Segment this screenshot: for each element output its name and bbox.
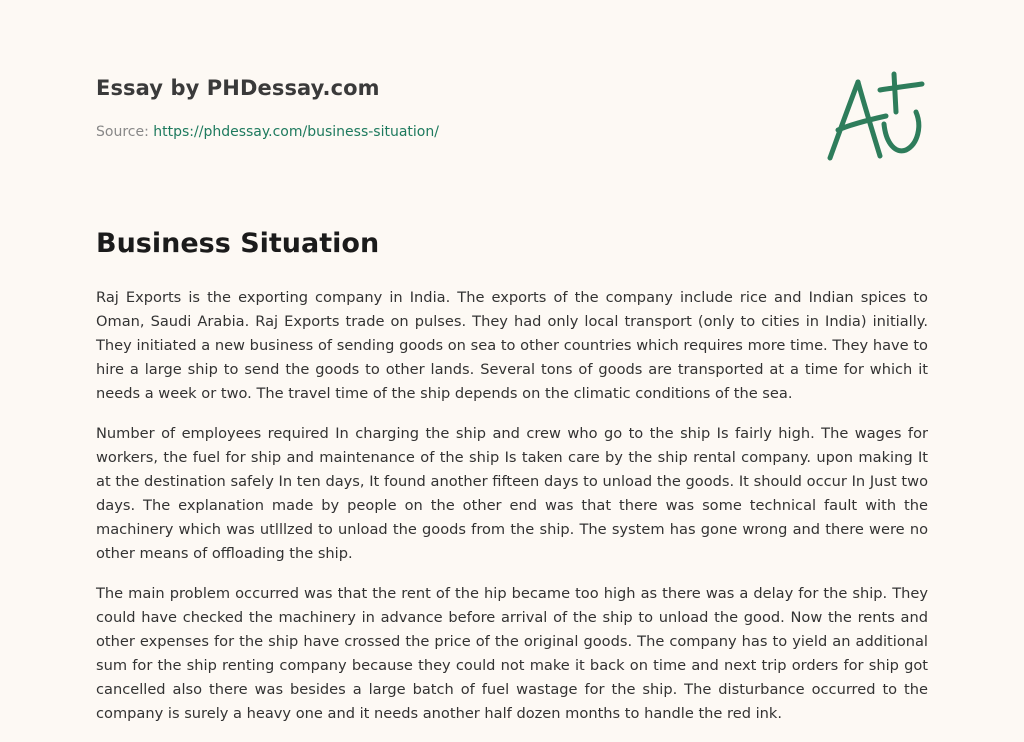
source-label: Source: bbox=[96, 124, 154, 140]
essay-title: Business Situation bbox=[96, 228, 380, 259]
source-line bbox=[96, 124, 439, 140]
essay-paragraph: Raj Exports is the exporting company in India. The exports of the company include rice and Indian spices to Oman, Saudi Arabia. Raj Exports trade on pulses. They had only local transport (only to cities in India) initially. They initiated a new business of sending goods on sea to other countries which requires more time. They have to hire a large ship to send the goods to other lands. Several tons of goods are transported at a time for which it needs a week or two. The travel time of the ship depends on the climatic conditions of the sea. bbox=[96, 289, 928, 402]
essay-body bbox=[96, 286, 928, 742]
brand-title: Essay by PHDessay.com bbox=[96, 76, 380, 100]
a-plus-grade-icon bbox=[824, 68, 928, 164]
source-link[interactable]: https://phdessay.com/business-situation/ bbox=[153, 124, 439, 140]
essay-paragraph: Number of employees required In charging the ship and crew who go to the ship Is fairly high. The wages for workers, the fuel for ship and maintenance of the ship Is taken care by the ship rental company. upon making It at the destination safely In ten days, It found another fifteen days to unload the goods. It should occur In Just two days. The explanation made by people on the other end was that there was some technical fault with the machinery which was utlllzed to unload the goods from the ship. The system has gone wrong and there were no other means of offloading the ship. bbox=[96, 425, 928, 562]
essay-paragraph: The main problem occurred was that the rent of the hip became too high as there was a delay for the ship. They could have checked the machinery in advance before arrival of the ship to unload the good. Now the rents and other expenses for the ship have crossed the price of the original goods. The company has to yield an additional sum for the ship renting company because they could not make it back on time and next trip orders for ship got cancelled also there was besides a large batch of fuel wastage for the ship. The disturbance occurred to the company is surely a heavy one and it needs another half dozen months to handle the red ink. bbox=[96, 585, 928, 722]
